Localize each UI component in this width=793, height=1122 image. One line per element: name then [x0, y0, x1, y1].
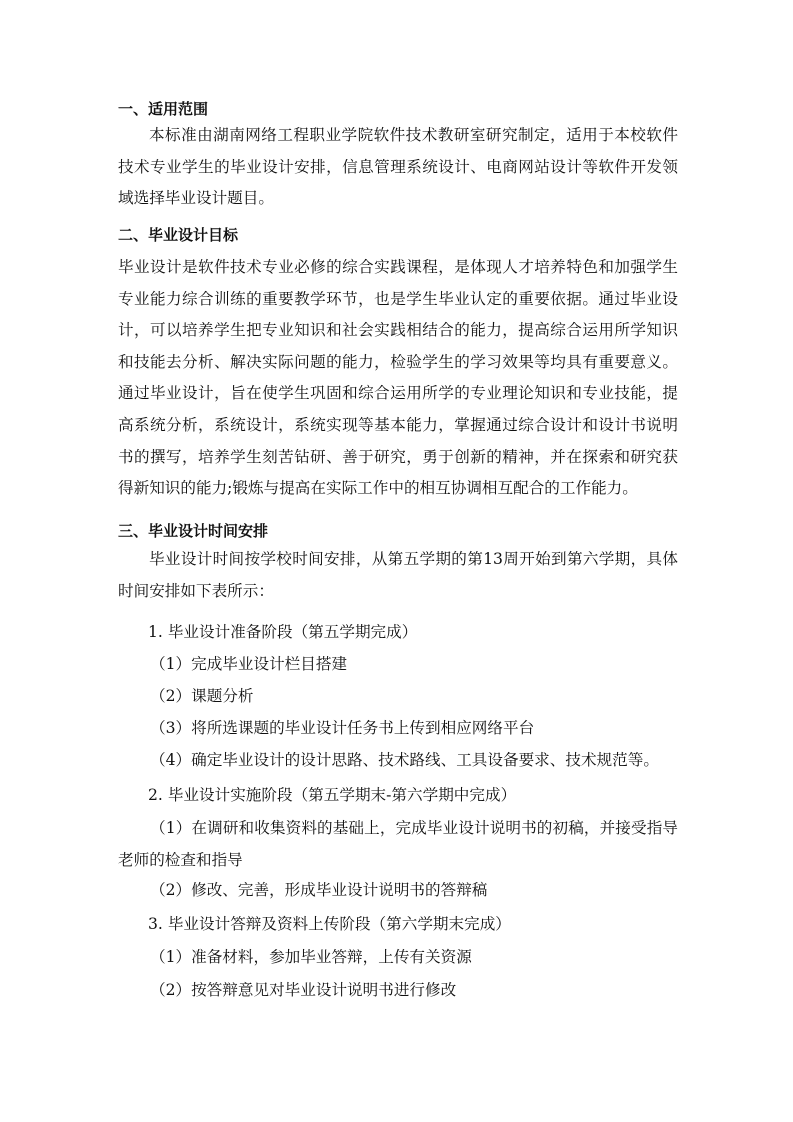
section1-body: 本标准由湖南网络工程职业学院软件技术教研室研究制定，适用于本校软件技术专业学生的毕业设计安排，信息管理系统设计、电商网站设计等软件开发领域选择毕业设计题目。: [118, 126, 678, 208]
section3-intro: 毕业设计时间按学校时间安排，从第五学期的第13周开始到第六学期，具体时间安排如下表所示：: [118, 550, 678, 600]
stage3-title: 3. 毕业设计答辩及资料上传阶段（第六学期末完成）: [148, 915, 511, 933]
section2-body: 毕业设计是软件技术专业必修的综合实践课程，是体现人才培养特色和加强学生专业能力综合训练的重要教学环节，也是学生毕业认定的重要依据。通过毕业设计，可以培养学生把专业知识和社会实践相结合的能力，提高综合运用所学知识和技能去分析、解决实际问题的能力，检验学生的学习效果等均具有重要意义。通过毕业设计，旨在使学生巩固和综合运用所学的专业理论知识和专业技能，提高系统分析，系统设计，系统实现等基本能力，掌握通过综合设计和设计书说明书的撰写，培养学生刻苦钻研、善于研究，勇于创新的精神，并在探索和研究获得新知识的能力;锻炼与提高在实际工作中的相互协调相互配合的工作能力。: [118, 258, 678, 498]
stage1-item-1: （1）完成毕业设计栏目搭建: [150, 655, 348, 673]
stage3-item-2: （2）按答辩意见对毕业设计说明书进行修改: [150, 981, 457, 999]
stage2-item-2: （2）修改、完善，形成毕业设计说明书的答辩稿: [150, 881, 488, 899]
stage2-title: 2. 毕业设计实施阶段（第五学期末-第六学期中完成）: [148, 786, 517, 804]
section3-heading: 三、毕业设计时间安排: [118, 522, 269, 540]
stage3-item-1: （1）准备材料，参加毕业答辩，上传有关资源: [150, 948, 472, 966]
stage2-item-1: （1）在调研和收集资料的基础上，完成毕业设计说明书的初稿，并接受指导老师的检查和指导: [118, 819, 678, 869]
stage1-item-3: （3）将所选课题的毕业设计任务书上传到相应网络平台: [150, 719, 535, 737]
section2-heading: 二、毕业设计目标: [118, 226, 239, 244]
stage1-item-2: （2）课题分析: [150, 687, 254, 705]
stage1-title: 1. 毕业设计准备阶段（第五学期完成）: [148, 623, 418, 641]
section1-heading: 一、适用范围: [118, 100, 209, 118]
stage1-item-4: （4）确定毕业设计的设计思路、技术路线、工具设备要求、技术规范等。: [150, 751, 659, 769]
